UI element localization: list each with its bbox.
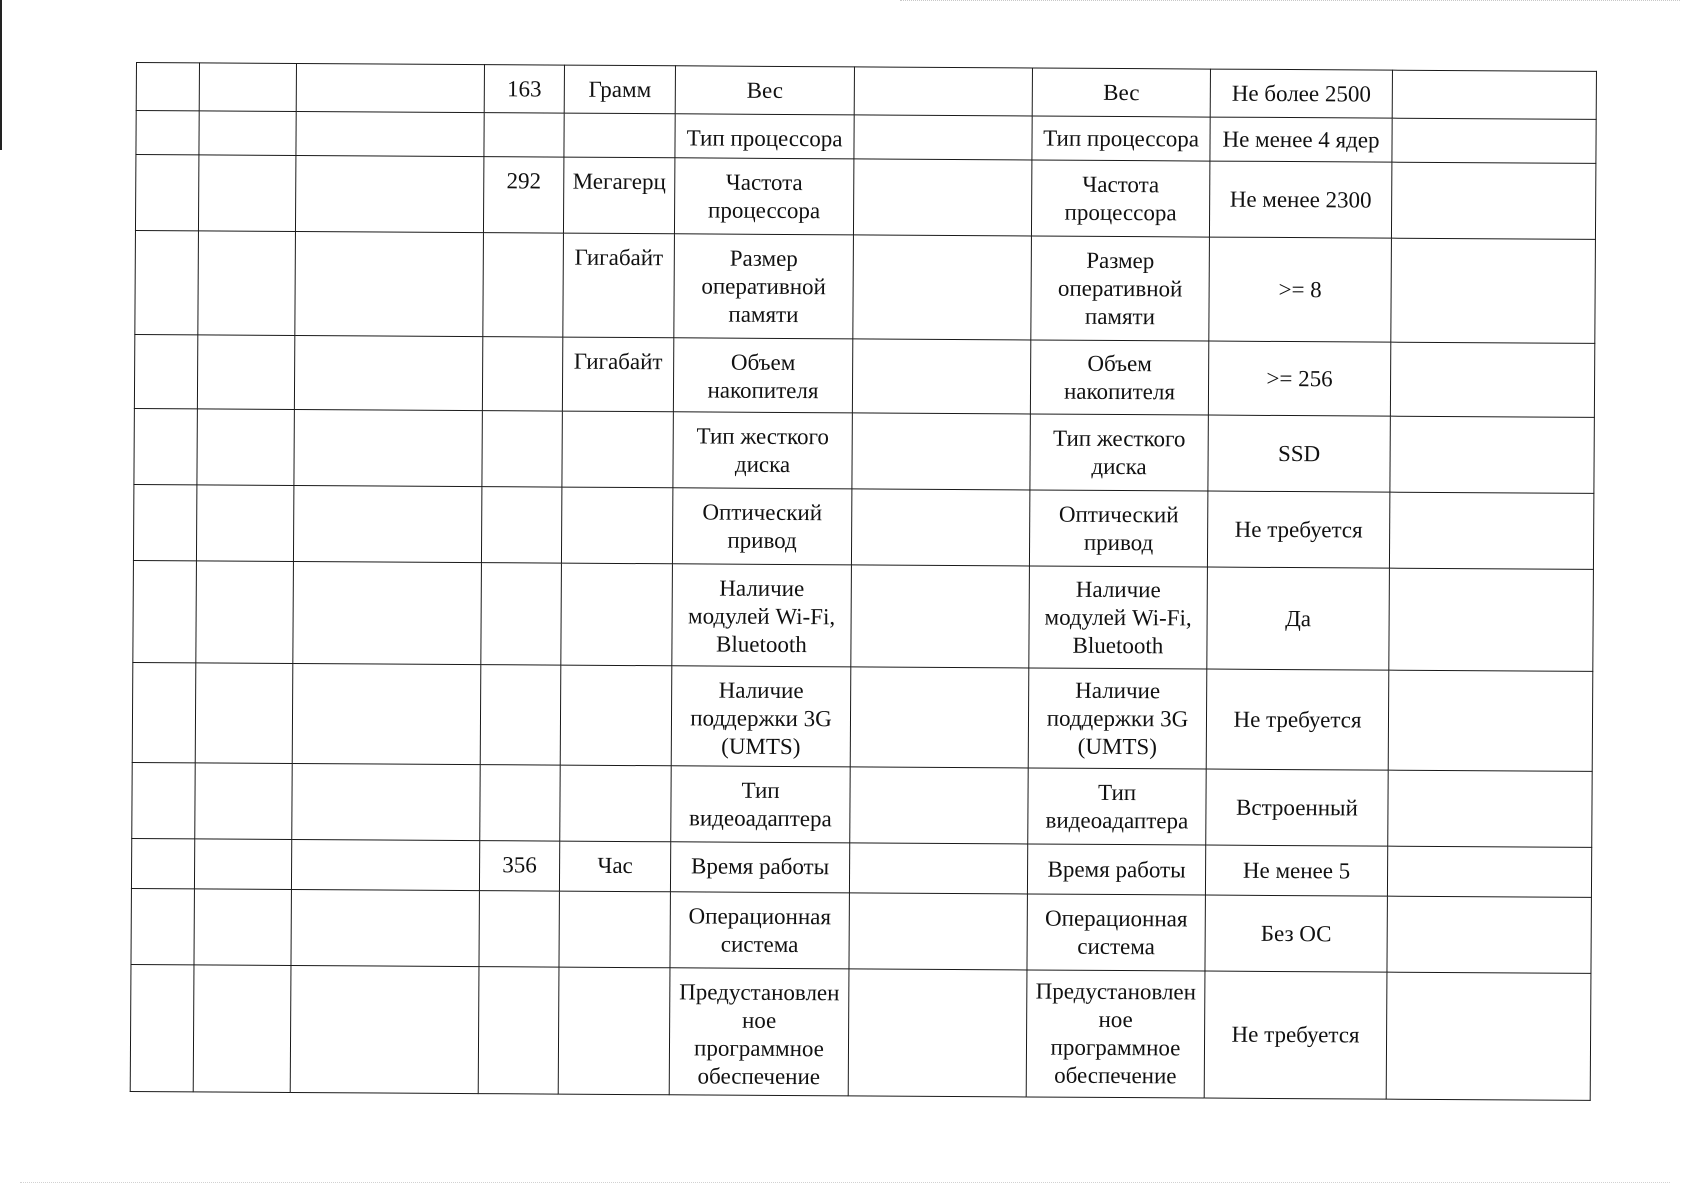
cell-unit: [564, 113, 675, 158]
cell-required-characteristic: Предустановленное программное обеспечение: [1026, 970, 1205, 1098]
cell-required-value: Без ОС: [1205, 895, 1387, 972]
cell-unit: [559, 891, 670, 968]
scan-edge: [0, 0, 2, 150]
cell-unit-code: [482, 411, 562, 487]
cell-required-characteristic: Частота процессора: [1031, 160, 1209, 237]
cell-index: [136, 63, 199, 111]
cell-unit-code: [483, 233, 564, 337]
cell-item: [291, 839, 479, 890]
cell-item: [292, 663, 481, 764]
cell-required-characteristic: Размер оперативной памяти: [1031, 236, 1210, 341]
cell-unit: [560, 765, 671, 842]
cell-required-characteristic: Объем накопителя: [1030, 340, 1208, 415]
table-row: [133, 560, 1594, 671]
cell-blank: [852, 413, 1030, 490]
cell-characteristic: Предустановленное программное обеспечение: [669, 968, 849, 1096]
cell-index: [131, 838, 194, 888]
cell-extra: [1392, 70, 1596, 119]
cell-blank: [853, 235, 1032, 340]
table-row: [133, 484, 1593, 569]
cell-item: [291, 889, 479, 966]
cell-extra: [1387, 896, 1591, 973]
cell-index: [134, 408, 197, 484]
cell-required-value: Не требуется: [1204, 971, 1387, 1099]
cell-characteristic: Операционная система: [670, 892, 849, 969]
cell-group: [195, 663, 293, 764]
cell-item: [293, 561, 482, 664]
cell-index: [133, 484, 196, 560]
cell-characteristic: Наличие поддержки 3G (UMTS): [671, 666, 851, 767]
cell-required-characteristic: Оптический привод: [1029, 490, 1207, 567]
cell-blank: [850, 667, 1029, 768]
cell-extra: [1389, 492, 1593, 569]
cell-item: [290, 965, 479, 1093]
cell-group: [195, 763, 292, 840]
table-row: [132, 762, 1592, 847]
cell-blank: [849, 893, 1027, 970]
cell-unit: Мегагерц: [563, 157, 674, 234]
cell-characteristic: Тип процессора: [675, 114, 854, 159]
cell-item: [295, 155, 483, 232]
cell-characteristic: Размер оперативной памяти: [674, 234, 854, 339]
cell-required-characteristic: Операционная система: [1027, 894, 1205, 971]
cell-required-characteristic: Вес: [1032, 68, 1210, 117]
cell-index: [131, 888, 194, 964]
cell-unit: Гигабайт: [562, 337, 673, 412]
cell-group: [198, 231, 296, 336]
cell-unit-code: 292: [483, 157, 563, 233]
cell-unit: [561, 563, 673, 666]
scan-noise-bottom: [20, 1182, 1670, 1186]
cell-required-value: Не менее 4 ядер: [1210, 117, 1392, 162]
cell-extra: [1387, 846, 1591, 897]
cell-extra: [1390, 342, 1594, 417]
cell-item: [296, 63, 484, 112]
cell-blank: [854, 115, 1032, 160]
table-row: [132, 662, 1593, 771]
cell-extra: [1390, 416, 1594, 493]
cell-extra: [1386, 972, 1591, 1100]
cell-characteristic: Объем накопителя: [673, 338, 852, 413]
table-row: [134, 408, 1594, 493]
cell-blank: [853, 159, 1031, 236]
cell-required-value: >= 256: [1208, 341, 1390, 416]
cell-unit-code: [484, 113, 564, 157]
cell-required-value: Не более 2500: [1210, 69, 1392, 118]
cell-unit: Гигабайт: [563, 233, 675, 338]
cell-characteristic: Оптический привод: [672, 488, 851, 565]
cell-unit-code: 163: [484, 65, 564, 113]
cell-unit-code: [480, 665, 561, 765]
cell-index: [135, 155, 198, 231]
cell-required-characteristic: Наличие поддержки 3G (UMTS): [1028, 668, 1207, 769]
cell-required-value: Встроенный: [1206, 769, 1388, 846]
cell-index: [133, 560, 197, 662]
cell-required-value: Да: [1207, 567, 1390, 670]
cell-unit: Час: [559, 841, 670, 892]
cell-group: [198, 155, 295, 232]
cell-index: [135, 230, 199, 334]
cell-extra: [1392, 118, 1596, 163]
cell-index: [130, 964, 194, 1091]
cell-group: [197, 409, 294, 486]
cell-required-value: SSD: [1208, 415, 1390, 492]
cell-extra: [1388, 670, 1593, 771]
cell-item: [292, 763, 480, 840]
cell-characteristic: Вес: [675, 66, 854, 115]
cell-group: [196, 485, 293, 562]
cell-unit: [562, 411, 673, 488]
cell-index: [132, 762, 195, 838]
cell-group: [193, 965, 291, 1093]
cell-group: [199, 63, 296, 112]
table-row: [131, 838, 1591, 897]
cell-index: [132, 662, 196, 762]
cell-required-value: Не менее 2300: [1209, 161, 1391, 238]
cell-required-value: Не менее 5: [1205, 845, 1387, 896]
cell-characteristic: Время работы: [670, 842, 849, 893]
cell-blank: [851, 489, 1029, 566]
cell-required-value: Не требуется: [1206, 669, 1389, 770]
specification-table-body: [130, 63, 1596, 1101]
cell-blank: [850, 767, 1028, 844]
table-row: [135, 230, 1596, 343]
cell-blank: [852, 339, 1030, 414]
cell-characteristic: Частота процессора: [674, 158, 853, 235]
cell-unit: Грамм: [564, 65, 675, 114]
cell-blank: [849, 843, 1027, 894]
cell-characteristic: Тип жесткого диска: [673, 412, 852, 489]
cell-characteristic: Наличие модулей Wi-Fi, Bluetooth: [672, 564, 852, 667]
table-row: [135, 155, 1595, 240]
cell-group: [196, 561, 294, 664]
cell-group: [194, 839, 291, 890]
cell-required-characteristic: Тип жесткого диска: [1030, 414, 1208, 491]
cell-item: [294, 335, 482, 410]
cell-unit-code: [478, 967, 559, 1094]
cell-unit-code: [479, 891, 559, 967]
scan-noise-top: [900, 0, 1680, 5]
table-row: [134, 334, 1594, 417]
cell-characteristic: Тип видеоадаптера: [671, 766, 850, 843]
cell-group: [197, 335, 294, 410]
cell-extra: [1391, 238, 1596, 343]
cell-required-characteristic: Тип видеоадаптера: [1028, 768, 1206, 845]
specification-table: [130, 62, 1597, 1101]
cell-required-characteristic: Тип процессора: [1032, 116, 1210, 161]
cell-unit-code: 356: [479, 841, 559, 891]
cell-extra: [1389, 568, 1594, 671]
cell-blank: [851, 565, 1030, 668]
cell-item: [293, 485, 481, 562]
table-row: [130, 964, 1591, 1100]
cell-group: [199, 111, 296, 156]
cell-group: [194, 889, 291, 966]
cell-index: [136, 111, 199, 155]
cell-unit-code: [481, 487, 561, 563]
table-row: [131, 888, 1591, 973]
cell-item: [296, 111, 484, 156]
cell-blank: [854, 67, 1032, 116]
cell-blank: [848, 969, 1027, 1097]
cell-extra: [1388, 770, 1592, 847]
cell-unit: [558, 967, 670, 1095]
cell-extra: [1391, 162, 1595, 239]
cell-required-characteristic: Время работы: [1027, 844, 1205, 895]
cell-unit-code: [481, 563, 562, 665]
cell-item: [295, 231, 484, 336]
cell-unit-code: [482, 337, 562, 411]
cell-required-value: Не требуется: [1207, 491, 1389, 568]
cell-unit: [561, 487, 672, 564]
cell-item: [294, 409, 482, 486]
cell-unit: [560, 665, 672, 766]
cell-required-characteristic: Наличие модулей Wi-Fi, Bluetooth: [1029, 566, 1208, 669]
cell-required-value: >= 8: [1209, 237, 1392, 342]
cell-unit-code: [480, 765, 560, 841]
cell-index: [134, 334, 197, 408]
